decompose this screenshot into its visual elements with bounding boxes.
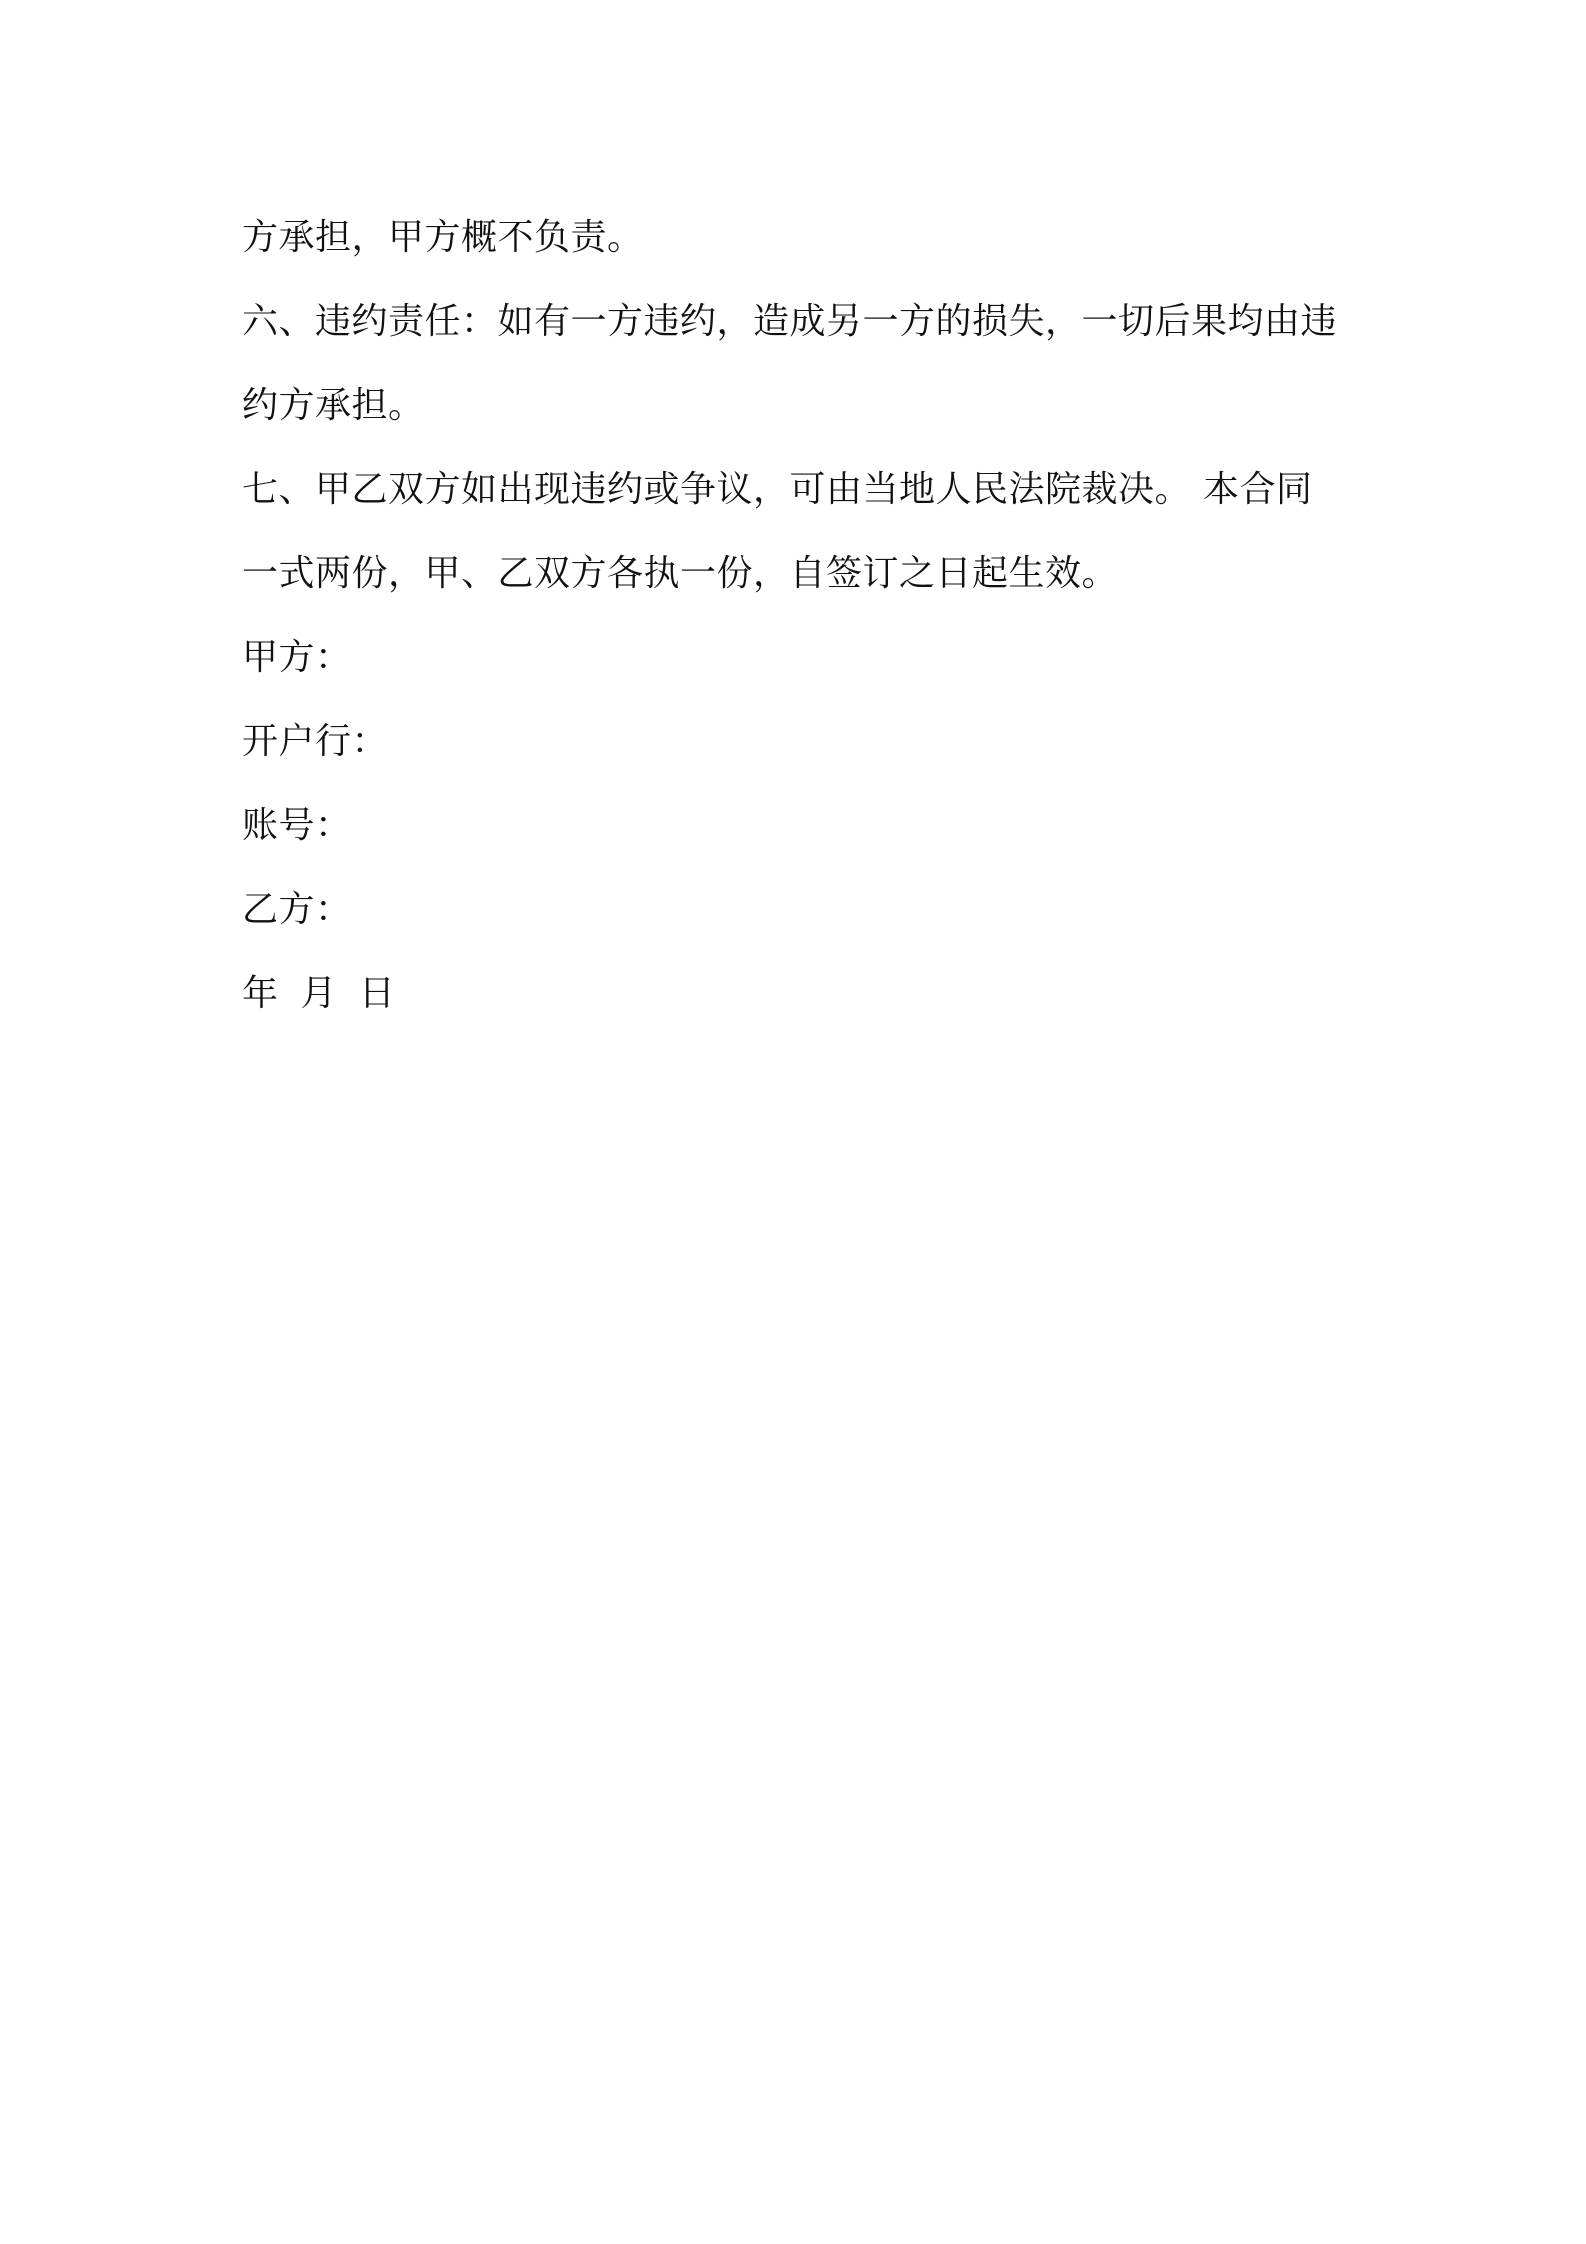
clause-six-continuation: 约方承担。	[242, 385, 425, 426]
clause-six-breach-liability: 六、违约责任：如有一方违约，造成另一方的损失，一切后果均由违	[242, 301, 1338, 342]
date-line: 年 月 日	[242, 973, 396, 1014]
bank-label: 开户行：	[242, 721, 389, 762]
party-a-label: 甲方：	[242, 637, 352, 678]
document-body	[242, 196, 1362, 1036]
party-b-label: 乙方：	[242, 889, 352, 930]
clause-seven-disputes: 七、甲乙双方如出现违约或争议，可由当地人民法院裁决。 本合同	[242, 469, 1313, 510]
clause-five-continuation: 方承担，甲方概不负责。	[242, 217, 644, 258]
clause-seven-continuation: 一式两份，甲、乙双方各执一份，自签订之日起生效。	[242, 553, 1119, 594]
account-number-label: 账号：	[242, 805, 352, 846]
